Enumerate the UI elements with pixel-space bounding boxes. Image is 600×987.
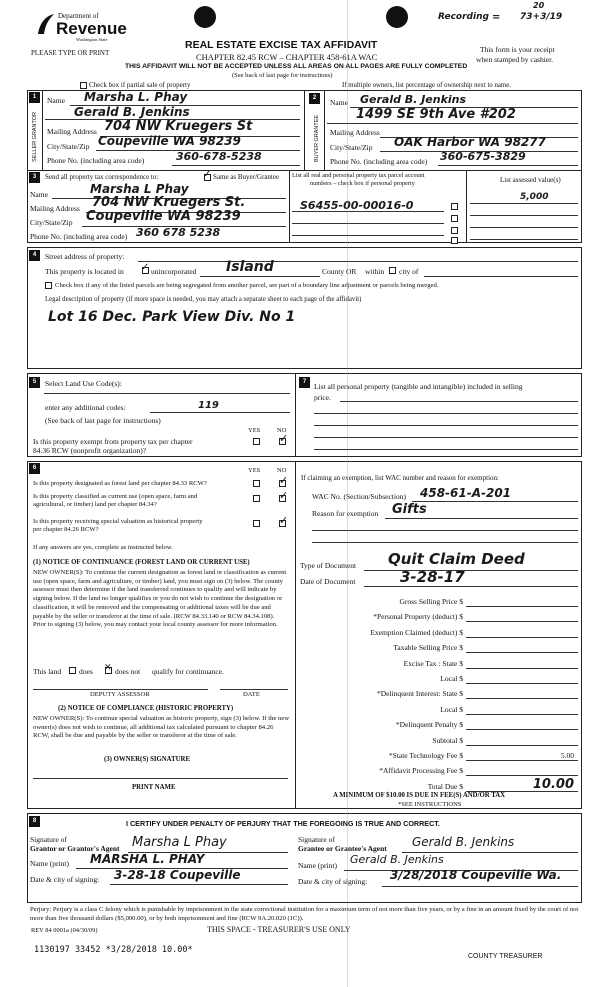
money-row-value[interactable]: 5.00 [560,751,574,760]
unincorporated-check-mark: ✓ [141,262,150,273]
grantor-date-city[interactable]: 3-28-18 Coupeville [114,868,241,882]
money-row-label: Subtotal $ [432,735,463,745]
if-yes-instructions: If any answers are yes, complete as instructed below. [33,544,173,551]
section-6-number: 6 [29,463,40,474]
receipt-note2: when stamped by cashier. [476,55,554,64]
divider-vertical-top [304,90,305,170]
wac-value[interactable]: 458-61-A-201 [420,486,512,500]
seller-phone[interactable]: 360-678-5238 [176,150,262,163]
buyer-phone-label: Phone No. (including area code) [330,157,428,166]
section-3-number: 3 [29,172,40,183]
tax-mailing-label: Mailing Address [30,204,80,213]
please-type: PLEASE TYPE OR PRINT [31,49,110,57]
seller-mailing[interactable]: 704 NW Kruegers St [104,119,253,134]
see-instructions-note: *SEE INSTRUCTIONS [398,801,462,808]
forest-land-question: Is this property designated as forest land per chapter 84.33 RCW? [33,480,207,487]
buyer-mailing-label: Mailing Address [330,128,380,137]
doc-type-line [364,570,578,571]
this-land-label: This land [33,667,62,676]
seller-city-label: City/State/Zip [47,142,90,151]
tax-city-label: City/State/Zip [30,218,73,227]
receipt-note1: This form is your receipt [480,45,555,54]
dor-logo [36,10,127,46]
grantee-sig-label-1: Signature of [298,835,335,844]
reason-label: Reason for exemption [312,509,379,518]
grantee-signature[interactable]: Gerald B. Jenkins [412,835,515,849]
grantor-signature[interactable]: Marsha L Phay [132,835,227,850]
additional-codes-value[interactable]: 119 [198,400,219,411]
reason-line-2 [312,530,578,531]
grantor-date-label: Date & city of signing: [30,875,100,884]
seller-grantor-label: SELLER GRANTOR [32,111,38,162]
segregate-checkbox[interactable] [45,282,52,289]
county-label: County OR [322,267,357,276]
notice-continuance-title: (1) NOTICE OF CONTINUANCE (FOREST LAND OR CURRENT USE) [33,559,250,566]
personal-property-label-1: List all personal property (tangible and intangible) included in selling [314,382,523,391]
deputy-assessor-label: DEPUTY ASSESSOR [90,691,150,698]
exempt-question-1: Is this property exempt from property tax per chapter [33,437,193,446]
assessed-header: List assessed value(s) [500,176,561,184]
does-not-label: does not [115,667,141,676]
sec5-yes: YES [248,427,261,434]
personal-property-line-3 [314,425,578,426]
seller-city[interactable]: Coupeville WA 98239 [98,134,241,148]
exempt-question-2: 84.36 RCW (nonprofit organization)? [33,446,147,455]
see-back-header: (See back of last page for instructions) [232,72,333,79]
land-use-label: Select Land Use Code(s): [45,379,122,388]
same-as-buyer-label: Same as Buyer/Grantee [213,173,280,181]
current-use-no-check-mark: ✓ [279,489,289,502]
seller-name-1[interactable]: Marsha L. Phay [84,90,188,104]
grantee-name[interactable]: Gerald B. Jenkins [350,853,444,866]
personal-property-line-2 [314,413,578,414]
section-4-frame [27,247,582,369]
grantor-name-label: Name (print) [30,859,69,868]
money-row-label: *Affidavit Processing Fee $ [379,766,463,776]
dept-name: Revenue [56,19,127,38]
parcel-line-1 [292,211,444,212]
county-treasurer-label: COUNTY TREASURER [468,953,543,960]
city-of-line [424,276,578,277]
grantee-date-city[interactable]: 3/28/2018 Coupeville Wa. [390,868,562,882]
money-row-label: Local $ [440,674,463,683]
cashier-stamp: 1130197 33452 *3/28/2018 10.00* [34,945,193,955]
treasurer-space-label: THIS SPACE - TREASURER'S USE ONLY [207,925,351,934]
buyer-name-2[interactable]: 1499 SE 9th Ave #202 [356,107,516,122]
sec5-no: NO [277,427,287,434]
reason-value[interactable]: Gifts [392,502,427,517]
additional-codes-line [150,412,290,413]
notice-continuance-text: NEW OWNER(S): To continue the current designation as forest land or classification as current use (open space, farm and agriculture, or timber) land, you must sign on (3) below. The county assessor must then determine if the land transferred continues to qualify and will indicate by signing below. If the land no longer qualifies or you do not wish to continue the designation or classification, it will be removed and the compensating or additional taxes will be due and payable by the seller or transferor at the time of sale. (RCW 84.33.140 or RCW 84.34.108). Prior to signing (3) below, you may contact your local county assessor for more information. [33,569,287,629]
legal-desc-label: Legal description of property (if more space is needed, you may attach a separate sheet to each page of the affidavit) [45,296,362,303]
money-row-line [466,698,578,699]
multiple-owners-note: If multiple owners, list percentage of ownership next to name. [342,82,511,89]
money-row-line [466,714,578,715]
form-chapters: CHAPTER 82.45 RCW – CHAPTER 458-61A WAC [196,52,378,62]
city-of-label: city of [399,267,419,276]
deputy-date-label: DATE [243,691,260,698]
assessed-line-3 [470,227,578,228]
money-row-label: *Delinquent Penalty $ [395,720,463,730]
personal-property-checkbox-4[interactable] [451,237,458,244]
historic-question-2: per chapter 84.26 RCW? [33,526,99,533]
notice-compliance-title: (2) NOTICE OF COMPLIANCE (HISTORIC PROPERTY) [58,705,234,712]
street-address-label: Street address of property: [45,252,125,261]
grantor-name[interactable]: MARSHA L. PHAY [90,852,205,866]
dor-logo-icon [36,12,56,36]
rev-number: REV 84 0001a (04/30/09) [31,927,98,934]
partial-sale-checkbox[interactable] [80,82,87,89]
minimum-due-note: A MINIMUM OF $10.00 IS DUE IN FEE(S) AND/OR TAX [333,792,506,799]
tax-name[interactable]: Marsha L Phay [90,182,189,196]
legal-desc-value[interactable]: Lot 16 Dec. Park View Div. No 1 [48,309,296,325]
section-5-number: 5 [29,377,40,388]
money-row-line [466,683,578,684]
located-label: This property is located in [45,267,124,276]
tax-mailing[interactable]: 704 NW Kruegers St. [92,195,246,210]
money-row-line [466,760,578,761]
parcel-header-1: List all real and personal property tax parcel account [292,172,425,179]
buyer-name-1[interactable]: Gerald B. Jenkins [360,93,467,106]
personal-property-label-2: price. [314,393,331,402]
tax-phone-label: Phone No. (including area code) [30,232,128,241]
section-7-number: 7 [299,377,310,388]
sec2-side-rule [324,90,325,170]
money-row-line [466,729,578,730]
same-as-buyer-check-mark: ✓ [203,169,212,180]
perjury-statement: Perjury: Perjury is a class C felony which is punishable by imprisonment in the state correctional institution for a maximum term of not more than five years, or by a fine in an amount fixed by the court of not more than five thousand dollars ($5,000.00), or by both imprisonment and fine (RCW 9A.20.020 (1C)). [30,906,579,922]
current-use-question-2: agricultural, or timber) land per chapter 84.34? [33,501,157,508]
within-city-checkbox[interactable] [389,267,396,274]
segregate-label: Check box if any of the listed parcels are being segregated from another parcel, are part of a boundary line adjustment or parcels being merged. [55,282,439,289]
personal-property-line-5 [314,449,578,450]
money-row-label: *Personal Property (deduct) $ [373,612,463,622]
divider-vertical-sec3 [289,170,290,243]
grantee-name-label: Name (print) [298,861,337,870]
seller-name-2[interactable]: Gerald B. Jenkins [74,105,190,119]
deputy-line [33,689,208,690]
money-row-label: Taxable Selling Price $ [393,643,463,653]
owner-signature-line [33,778,288,779]
money-row-value[interactable]: 10.00 [532,776,574,792]
sec6-yes: YES [248,467,261,474]
buyer-name-label: Name [330,98,348,107]
buyer-city-label: City/State/Zip [330,143,373,152]
exempt-yes-checkbox[interactable] [253,438,260,445]
recording-number: 73+3/19 [520,12,563,22]
money-row-line [466,637,578,638]
grantee-sig-label-2: Grantee or Grantee's Agent [298,844,387,853]
buyer-phone[interactable]: 360-675-3829 [440,150,526,163]
form-title: REAL ESTATE EXCISE TAX AFFIDAVIT [185,39,378,51]
grantor-sig-label-1: Signature of [30,835,67,844]
sec5-7-divider [295,373,296,457]
current-use-question-1: Is this property classified as current use (open space, farm and [33,493,198,500]
money-row-label: *Delinquent Interest: State $ [376,689,463,699]
recording-number-top: 20 [533,1,545,10]
exemption-label: If claiming an exemption, list WAC number and reason for exemption: [301,474,499,482]
historic-question-1: Is this property receiving special valuation as historical property [33,518,203,525]
parcel-col-divider [466,170,467,243]
punch-hole-left [194,6,216,28]
forest-yes-checkbox[interactable] [253,480,260,487]
assessed-value-1[interactable]: 5,000 [520,192,549,202]
certify-statement: I CERTIFY UNDER PENALTY OF PERJURY THAT THE FOREGOING IS TRUE AND CORRECT. [126,819,440,828]
does-label: does [79,667,93,676]
sec6-no: NO [277,467,287,474]
deputy-date-line [220,689,288,690]
scan-artifact-line [347,0,348,987]
section-4-number: 4 [29,250,40,261]
grantor-sig-label-2: Grantor or Grantor's Agent [30,844,120,853]
personal-property-line-1 [340,401,578,402]
seller-phone-label: Phone No. (including area code) [47,156,145,165]
unincorporated-label: unincorporated [151,267,197,276]
money-row-label: Excise Tax : State $ [403,658,463,668]
seller-name-label: Name [47,96,65,105]
county-value[interactable]: Island [226,259,274,275]
within-label: within [365,267,385,276]
money-row-label: Total Due $ [427,781,463,791]
parcel-number-1[interactable]: S6455-00-00016-0 [300,199,414,212]
recording-note: Recording [438,12,489,22]
buyer-city[interactable]: OAK Harbor WA 98277 [394,135,546,149]
sec1-side-rule [42,90,43,170]
buyer-name-line-2 [327,123,578,124]
personal-property-checkbox-2[interactable] [451,215,458,222]
wac-line [412,501,578,502]
reason-line-3 [312,542,578,543]
historic-no-check-mark: ✓ [279,514,289,527]
buyer-phone-line [438,165,578,166]
money-row-label: Local $ [440,704,463,714]
doc-type-label: Type of Document [300,561,357,570]
tax-phone[interactable]: 360 678 5238 [136,226,221,239]
money-row-line [466,621,578,622]
money-row-line [466,652,578,653]
grantee-date-label: Date & city of signing: [298,877,368,886]
qualify-label: qualify for continuance. [152,667,224,676]
parcel-header-2: numbers – check box if personal property [310,180,415,187]
section-1-number: 1 [29,92,40,103]
sec6-divider [295,461,296,809]
seller-mailing-label: Mailing Address [47,127,97,136]
land-use-line [44,393,290,394]
reason-line [385,518,578,519]
print-name-label: PRINT NAME [132,784,176,791]
dept-state: Washington State [76,37,108,42]
money-row-line [466,668,578,669]
grantee-date-line [382,886,578,887]
exempt-no-check-mark: ✓ [279,432,289,445]
does-checkbox[interactable] [69,667,76,674]
recording-eq: = [492,12,501,23]
send-tax-label: Send all property tax correspondence to: [45,173,159,181]
does-not-check-mark: ✕ [104,663,112,673]
assessed-line-2 [470,215,578,216]
notice-compliance-text: NEW OWNER(S): To continue special valuation as historic property, sign (3) below. If the new owner(s) does not wish to continue, all additional tax calculated pursuant to chapter 84.26 RCW, shall be due and payable by the seller or transferor at the time of sale. [33,715,290,740]
buyer-grantee-label: BUYER GRANTEE [314,114,320,162]
doc-type-value[interactable]: Quit Claim Deed [388,550,525,568]
doc-date-value[interactable]: 3-28-17 [400,568,465,586]
punch-hole-right [386,6,408,28]
personal-property-line-4 [314,437,578,438]
dept-line1: Department of [58,12,99,20]
money-row-label: Exemption Claimed (deduct) $ [370,627,463,637]
doc-date-line [364,586,578,587]
street-address-line [138,261,578,262]
seller-phone-line [172,165,300,166]
partial-sale-label: Check box if partial sale of property [89,81,191,89]
assessed-line-1 [470,203,578,204]
parcel-line-2 [292,223,444,224]
owner-signature-label: (3) OWNER(S) SIGNATURE [104,756,190,763]
grantor-date-line [110,884,288,885]
money-row-line [466,745,578,746]
section-2-number: 2 [309,93,320,104]
doc-date-label: Date of Document [300,577,356,586]
forest-no-check-mark: ✓ [279,474,289,487]
tax-name-label: Name [30,190,48,199]
money-row-line [466,606,578,607]
personal-property-checkbox-3[interactable] [451,227,458,234]
current-use-yes-checkbox[interactable] [253,495,260,502]
tax-city[interactable]: Coupeville WA 98239 [86,209,241,224]
assessed-line-4 [470,239,578,240]
county-line [200,276,320,277]
personal-property-checkbox-1[interactable] [451,203,458,210]
additional-codes-label: enter any additional codes: [45,403,126,412]
section-8-number: 8 [29,816,40,827]
historic-yes-checkbox[interactable] [253,520,260,527]
land-use-see-back: (See back of last page for instructions) [45,416,161,425]
money-row-label: Gross Selling Price $ [399,597,463,606]
wac-label: WAC No. (Section/Subsection) [312,492,406,501]
form-warning: THIS AFFIDAVIT WILL NOT BE ACCEPTED UNLESS ALL AREAS ON ALL PAGES ARE FULLY COMPLETED [125,63,468,70]
divider-horizontal-sec3 [27,170,582,171]
money-row-label: *State Technology Fee $ [388,751,463,760]
parcel-line-3 [292,235,444,236]
